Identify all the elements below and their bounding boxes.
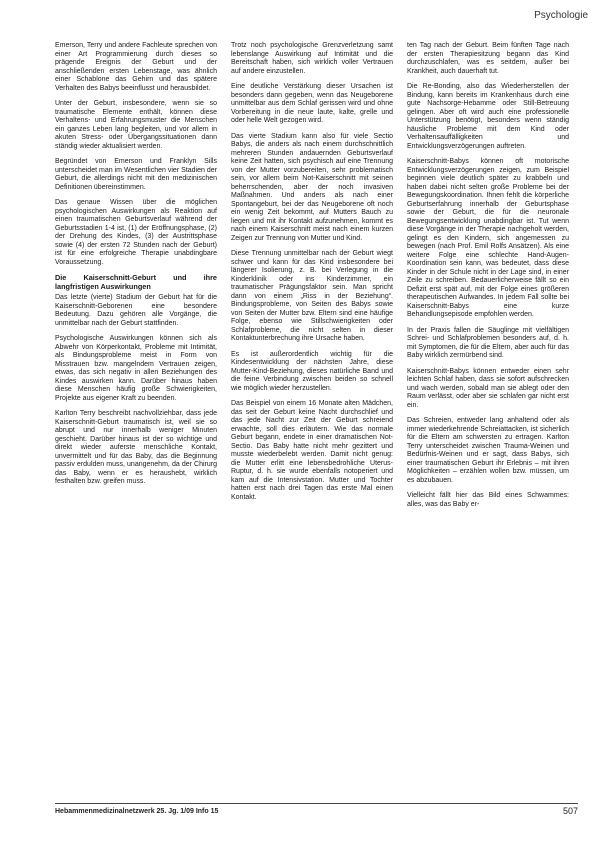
section-heading: Die Kaiserschnitt-Geburt und ihre langfristigen Auswirkungen <box>55 273 217 291</box>
paragraph: Die Re-Bonding, also das Wiederherstellen der Bindung, kann bereits im Krankenhaus durch eine gute Nachsorge-Hebamme oder Still-Betreuung gelingen. Aber oft wird auch eine professionelle Unterstützung benötigt, besonders wenn ständig häusliche Probleme mit dem Kind oder Verhaltensauffälligkeiten und Entwicklungsverzögerungen auftreten. <box>407 83 569 150</box>
paragraph: Unter der Geburt, insbesondere, wenn sie so traumatische Elemente enthält, können diese Verhaltens- und Erfahrungsmuster die Menschen ein ganzes Leben lang begleiten, und vor allem in akuten Stress- oder Übergangssituationen dann ständig wieder aktualisiert werden. <box>55 100 217 150</box>
paragraph: Kaiserschnitt-Babys können oft motorische Entwicklungsverzögerungen zeigen, zum Beispiel beginnen viele deutlich später zu krabbeln und haben dabei nicht selten große Probleme bei der Bewegungskoordination. Ihnen fehlt die körperliche Geburtserfahrung innerhalb der Geburtsphase sowie der Geburt, die für die neuronale Bewegungsentwicklung unabdingbar ist. Tut wenn diese Vorgänge in der Therapie nachgeholt werden, gelingt es den Kindern, sich angemessen zu bewegen (nach Prof. Emil Rolfs Ansätzen). Als eine weitere Folge eine schlechte Hand-Augen-Koordination sein kann, was bedeutet, dass diese Kinder in der Schule nicht in der Lage sind, in einer Zeile zu schreiben. Bedauerlicherweise fällt so ein Defizit erst spät auf, mit der Folge eines größeren therapeutischen Aufwandes. In jedem Fall sollte bei Kaiserschnitt-Babys eine kurze Behandlungsepisode empfohlen werden. <box>407 158 569 318</box>
paragraph: Trotz noch psychologische Grenzverletzung samt lebenslange Auswirkung auf Intimität und die Bereitschaft haben, sich wirklich voller Vertrauen auf andere einzustellen. <box>231 42 393 75</box>
paragraph: Emerson, Terry und andere Fachleute sprechen von einer Art Programmierung durch dieses so prägende Ereignis der Geburt und der anschließenden ersten Lebenstage, was ähnlich einer Schablone das Gehirn und das spätere Verhalten des Babys beeinflusst und herausbildet. <box>55 42 217 92</box>
paragraph: Das Schreien, entweder lang anhaltend oder als immer wiederkehrende Schreiattacken, ist sicherlich für die Eltern am schwersten zu ertragen. Karlton Terry unterscheidet zwischen Trauma-Weinen und Bedürfnis-Weinen und er sagt, dass Babys, sich einer traumatischen Geburt ihr Erlebnis – mit ihren Möglichkeiten – erzählen wollen bzw. müssen, um es abzubauen. <box>407 417 569 484</box>
paragraph: Diese Trennung unmittelbar nach der Geburt wiegt schwer und kann für das Kind insbesondere bei längerer Isolierung, z. B. bei Verlegung in die Kinderklinik oder ins Kinderzimmer, ein traumatischer Prägungsfaktor sein. Man spricht dann von einem „Riss in der Beziehung“. Bindungsprobleme, von Seiten des Babys sowie von Seiten der Mutter bzw. Eltern sind eine häufige Folge, ebenso wie Stillschwierigkeiten oder Schlafprobleme, die nicht selten in dieser Kontaktunterbrechung ihre Ursache haben. <box>231 250 393 342</box>
footer-divider <box>55 803 578 804</box>
paragraph: Begründet von Emerson und Franklyn Sills unterscheidet man im Wesentlichen vier Stadien der Geburt, die allerdings nicht mit den medizinischen Definitionen übereinstimmen. <box>55 158 217 191</box>
paragraph: Das vierte Stadium kann also für viele Sectio Babys, die anders als nach einem durchschnittlich mehreren Stunden andauernden Geburtsverlauf keine Zeit hatten, sich psychisch auf eine Trennung von der Mutter vorzubereiten, sehr problematisch sein, vor allem beim Not-Kaiserschnitt mit seinen beherrschenden, aber der noch invasiven Maßnahmen. Und anders als nach einer Spontangeburt, bei der das Neugeborene oft noch ein wenig Zeit bekommt, auf Mutters Bauch zu liegen und mit ihr Kontakt aufzunehmen, kommt es nach einem Kaiserschnitt meist nach einem kurzen Zeigen zur Trennung von Mutter und Kind. <box>231 132 393 242</box>
paragraph: Eine deutliche Verstärkung dieser Ursachen ist besonders dann gegeben, wenn das Neugeborene unmittelbar aus dem Schlaf gerissen wird und ohne Vorbereitung in die neue laute, kalte, grelle und oder helle Welt gezogen wird. <box>231 83 393 124</box>
paragraph: In der Praxis fallen die Säuglinge mit vielfältigen Schrei- und Schlafproblemen besonders auf, d. h. mit Symptomen, die für die Eltern, aber auch für das Baby wirklich zermürbend sind. <box>407 326 569 359</box>
paragraph: Das genaue Wissen über die möglichen psychologischen Auswirkungen als Reaktion auf einen traumatischen Geburtsverlauf während der Geburtsstadien 1-4 ist, (1) der Eröffnungsphase, (2) der Drehung des Kindes, (3) der Austrittsphase sowie (4) der ersten 72 Stunden nach der Geburt) ist für eine erfolgreiche Therapie unabdingbare Voraussetzung. <box>55 199 217 266</box>
paragraph: Vielleicht fällt hier das Bild eines Schwammes: alles, was das Baby er- <box>407 492 569 508</box>
paragraph: ten Tag nach der Geburt. Beim fünften Tage nach der ersten Therapiesitzung begann das Kind durchzuschlafen, was es seitdem, außer bei Krankheit, auch dauerhaft tut. <box>407 42 569 75</box>
paragraph: Das letzte (vierte) Stadium der Geburt hat für die Kaiserschnitt-Geborenen eine besondere Bedeutung. Dazu gehören alle Vorgänge, die unmittelbar nach der Geburt stattfinden. <box>55 294 217 327</box>
text-column-3 <box>407 42 569 516</box>
text-column-2 <box>231 42 393 509</box>
paragraph: Psychologische Auswirkungen können sich als Abwehr von Körperkontakt, Probleme mit Intimität, als Bindungsprobleme meist in Form von Misstrauen bzw. mangelndem Vertrauen zeigen, etwas, das sich negativ in allen Beziehungen des Kindes auswirken kann. Darüber hinaus haben diese Menschen häufig große Schwierigkeiten, Projekte aus eigener Kraft zu beenden. <box>55 335 217 402</box>
footer-journal-name: Hebammenmedizinalnetzwerk 25. Jg. 1/09 Info 15 <box>55 808 219 815</box>
paragraph: Es ist außerordentlich wichtig für die Kindesentwicklung der nächsten Jahre, diese Mutter-Kind-Beziehung, dieses natürliche Band und die feine Verbindung zwischen beiden so schnell wie möglich wieder herzustellen. <box>231 350 393 392</box>
paragraph: Das Beispiel von einem 16 Monate alten Mädchen, das seit der Geburt keine Nacht durchschlief und das jede Nacht zur Zeit der Geburt schreiend erwachte, soll dies erläutern. Wie das normale Geburt begann, endete in einer dramatischen Not-Sectio. Das Baby hatte nicht mehr gezittert und musste wiederbelebt werden. Damit nicht genug: die Mutter erlitt eine lebensbedrohliche Uterus-Ruptur, d. h. sie wurde ebenfalls notoperiert und kam auf die Intensivstation. Mutter und Tochter hatten erst nach drei Tagen das erste Mal einen Kontakt. <box>231 400 393 501</box>
paragraph: Karlton Terry beschreibt nachvollziehbar, dass jede Kaiserschnitt-Geburt traumatisch ist, weil sie so abrupt und nur innerhalb weniger Minuten geschieht. Darüber hinaus ist der so wichtige und direkt wieder auferste menschliche Kontakt, unvermittelt und für das Baby, das die Beginnung passiv erdulden muss, unangenehm, da der Chirurg das Baby, wenn er es heraushebt, wirklich festhalten bzw. greifen muss. <box>55 410 217 485</box>
text-column-1 <box>55 42 217 494</box>
paragraph: Kaiserschnitt-Babys können entweder einen sehr leichten Schlaf haben, dass sie sofort aufschrecken und wach werden, sobald man sie ablegt oder den Raum verlässt, oder aber sie schlafen gar nicht erst ein. <box>407 367 569 409</box>
page-number: 507 <box>562 806 578 816</box>
section-label: Psychologie <box>534 10 588 21</box>
